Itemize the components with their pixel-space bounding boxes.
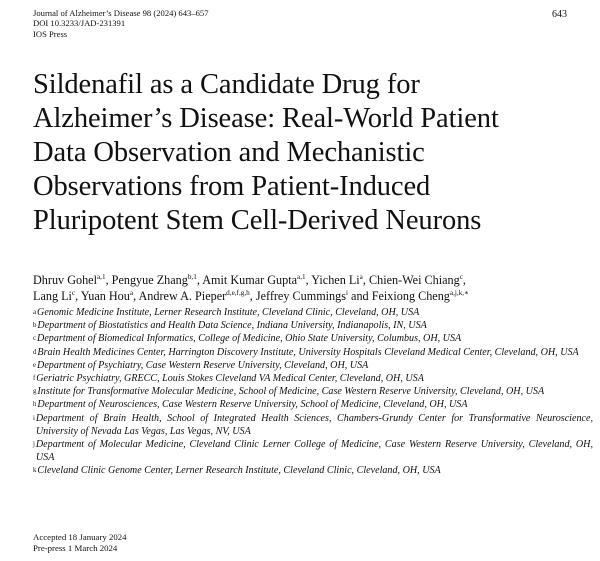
author-name: Pengyue Zhang: [111, 273, 188, 287]
title-line: Observations from Patient-Induced: [33, 171, 431, 202]
author-separator: ,: [196, 273, 203, 287]
affiliation-text: Department of Brain Health, School of Integrated Health Sciences, Chambers-Grundy Center for Transformative Neuroscience, University of Nevada Las Vegas, Las Vegas, NV, USA: [35, 412, 593, 437]
author-affil-marks: a,j,k,∗: [449, 289, 469, 297]
affiliation-item: [33, 306, 593, 319]
author-name: Yuan Hou: [80, 289, 130, 303]
author-name: Chien-Wei Chiang: [368, 273, 460, 287]
affiliation-text: Department of Molecular Medicine, Cleveland Clinic Lerner College of Medicine, Case Western Reserve University, Cleveland, OH, USA: [35, 439, 593, 464]
affiliation-mark: g: [33, 388, 37, 396]
author-line: [33, 288, 593, 304]
title-line: Data Observation and Mechanistic: [33, 137, 425, 168]
author-name: Andrew A. Pieper: [138, 289, 227, 303]
title-line: Sildenafil as a Candidate Drug for: [33, 69, 420, 100]
author-separator: ,: [105, 273, 112, 287]
publisher: IOS Press: [33, 28, 68, 39]
affiliation-item: [33, 438, 593, 464]
author-affil-marks: d,e,f,g,h: [226, 289, 250, 297]
author-name: Dhruv Gohel: [33, 273, 97, 287]
author-name: Yichen Li: [311, 273, 360, 287]
affiliation-item: [33, 464, 593, 477]
affiliation-item: [33, 359, 593, 372]
author-affil-marks: a,1: [96, 273, 106, 281]
author-list: [33, 272, 593, 304]
author-affil-marks: c: [459, 273, 463, 281]
accepted-date: Accepted 18 January 2024: [33, 532, 127, 542]
affiliation-text: Department of Biostatistics and Health Data Science, Indiana University, Indianapolis, IN, USA: [37, 320, 427, 332]
author-name: Amit Kumar Gupta: [202, 273, 298, 287]
page-number: 643: [552, 9, 567, 20]
title-line: Alzheimer’s Disease: Real-World Patient: [33, 103, 499, 134]
title-line: Pluripotent Stem Cell-Derived Neurons: [33, 205, 482, 236]
affiliation-text: Geriatric Psychiatry, GRECC, Louis Stokes Cleveland VA Medical Center, Cleveland, OH, USA: [36, 373, 424, 385]
author-name: Jeffrey Cummings: [255, 289, 346, 303]
affiliation-text: Institute for Transformative Molecular Medicine, School of Medicine, Case Western Reserve University, Cleveland, OH, USA: [37, 386, 545, 398]
author-line: [33, 272, 593, 288]
affiliation-text: Brain Health Medicines Center, Harrington Discovery Institute, University Hospitals Cleveland Medical Center, Cleveland, OH, USA: [37, 346, 579, 358]
affiliation-text: Cleveland Clinic Genome Center, Lerner Research Institute, Cleveland Clinic, Cleveland, OH, USA: [37, 465, 441, 477]
doi[interactable]: DOI 10.3233/JAD-231391: [33, 18, 126, 29]
author-separator: ,: [362, 273, 369, 287]
journal-header: [33, 8, 209, 39]
affiliation-mark: a: [33, 309, 37, 316]
author-affil-marks: i: [346, 289, 348, 297]
author-separator: ,: [249, 289, 256, 303]
author-separator: ,: [305, 273, 312, 287]
affiliation-item: [33, 398, 593, 411]
author-affil-marks: a,1: [297, 273, 306, 281]
author-affil-marks: a: [359, 273, 363, 281]
affiliation-text: Genomic Medicine Institute, Lerner Research Institute, Cleveland Clinic, Cleveland, OH, USA: [37, 307, 420, 318]
author-separator: ,: [75, 289, 81, 303]
affiliation-mark: e: [33, 361, 37, 369]
author-separator: ,: [133, 289, 139, 303]
author-separator: ,: [462, 273, 466, 287]
affiliation-mark: f: [33, 375, 36, 383]
author-name: Lang Li: [33, 289, 72, 303]
affiliation-mark: j: [33, 441, 35, 449]
publication-dates: [33, 532, 127, 554]
affiliation-item: [33, 385, 593, 398]
affiliation-mark: b: [33, 322, 37, 330]
affiliation-item: [33, 412, 593, 438]
affiliation-item: [33, 332, 593, 345]
affiliation-text: Department of Neurosciences, Case Western Reserve University, School of Medicine, Cleveland, OH, USA: [37, 399, 468, 411]
affiliation-item: [33, 319, 593, 332]
affiliation-mark: d: [33, 348, 37, 356]
author-separator: and: [348, 289, 372, 303]
affiliation-list: [33, 306, 593, 478]
affiliation-text: Department of Psychiatry, Case Western Reserve University, Cleveland, OH, USA: [37, 359, 369, 371]
journal-citation: Journal of Alzheimer’s Disease 98 (2024) 643–657: [33, 8, 209, 18]
author-affil-marks: b,1: [187, 273, 197, 281]
affiliation-mark: i: [33, 414, 35, 422]
author-affil-marks: a: [129, 289, 134, 297]
affiliation-item: [33, 346, 593, 359]
affiliation-mark: c: [33, 335, 37, 343]
affiliation-item: [33, 372, 593, 385]
affiliation-mark: h: [33, 401, 37, 409]
author-name: Feixiong Cheng: [371, 289, 450, 303]
affiliation-text: Department of Biomedical Informatics, College of Medicine, Ohio State University, Columbus, OH, USA: [37, 333, 462, 345]
affiliation-mark: k: [33, 467, 37, 475]
article-title: [33, 68, 578, 238]
prepress-date: Pre-press 1 March 2024: [33, 542, 118, 553]
author-affil-marks: c: [71, 289, 76, 297]
